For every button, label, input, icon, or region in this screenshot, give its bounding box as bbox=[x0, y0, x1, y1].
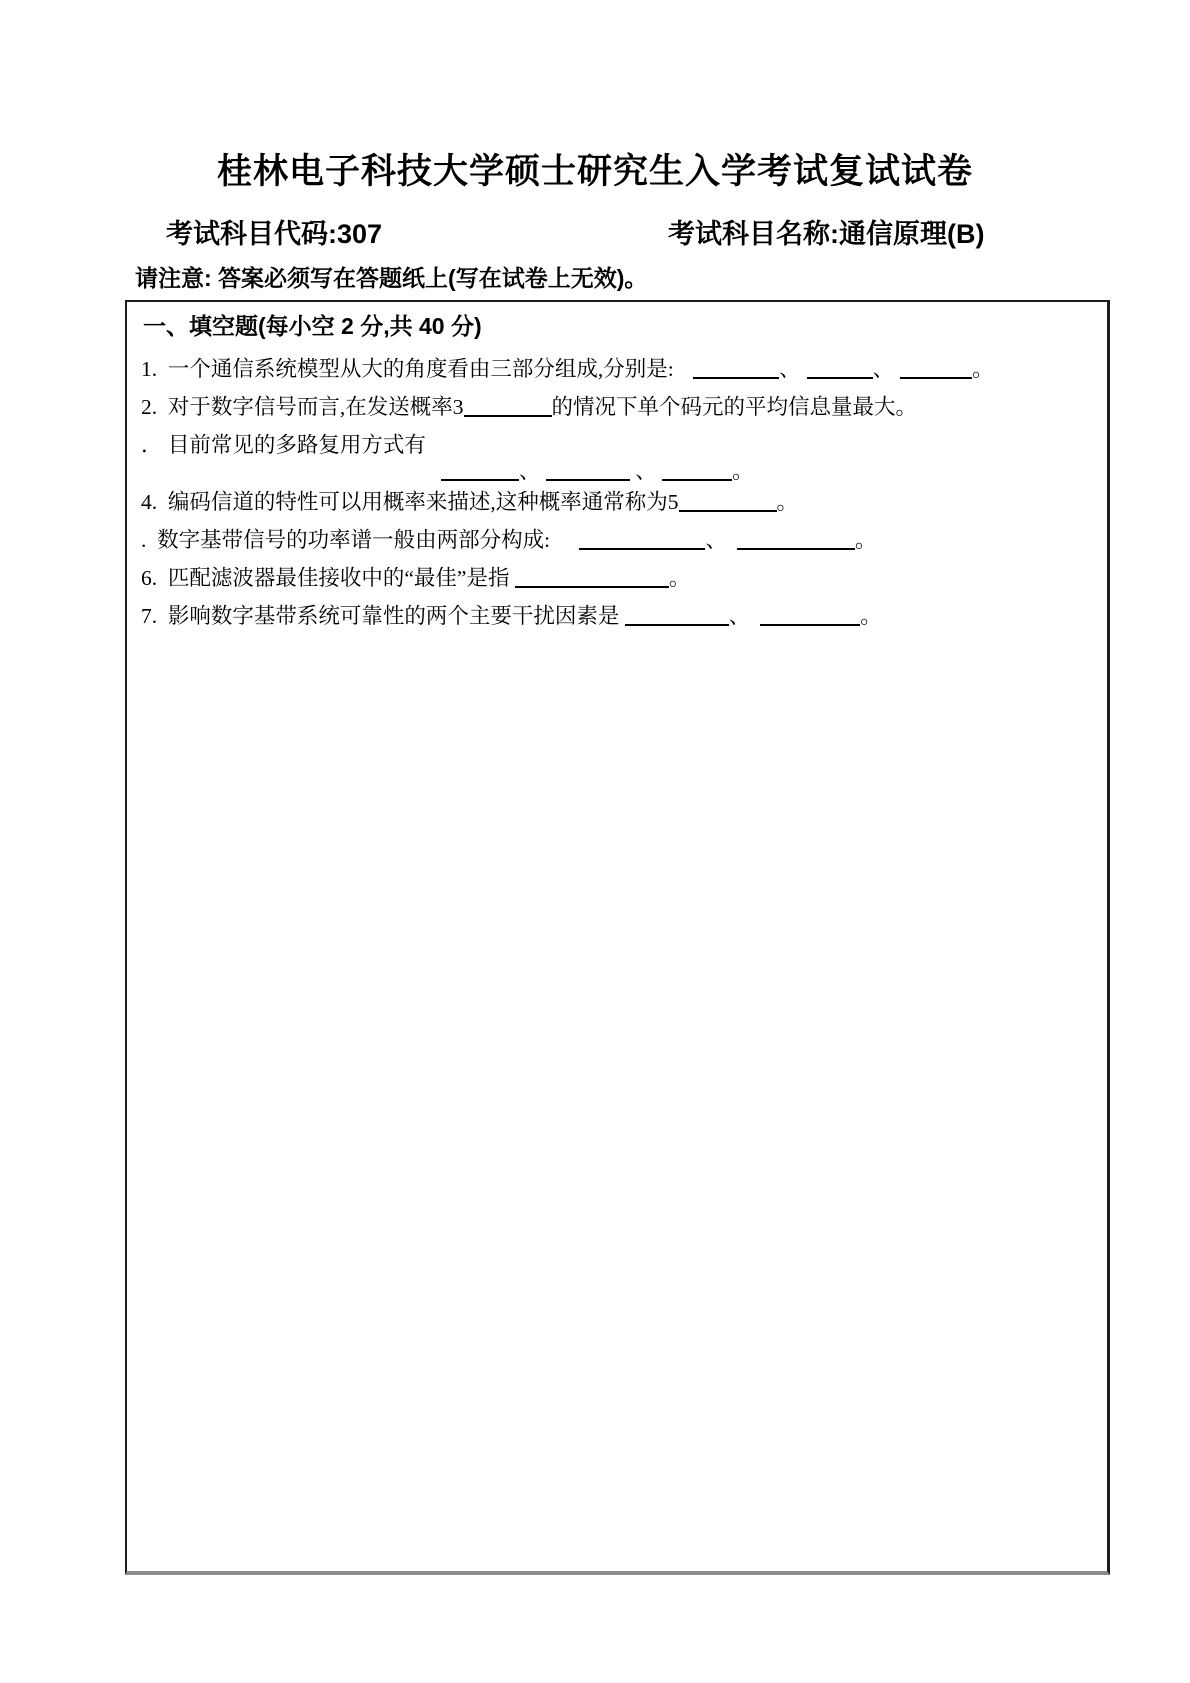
answer-blank bbox=[441, 462, 519, 481]
answer-blank bbox=[807, 360, 873, 379]
question-q5 bbox=[141, 527, 1093, 554]
answer-blank bbox=[579, 531, 705, 550]
question-text: 、 bbox=[872, 357, 895, 381]
question-text: ． 目前常见的多路复用方式有 bbox=[141, 433, 426, 457]
question-q2 bbox=[141, 394, 1093, 421]
question-text: 、 bbox=[728, 604, 751, 628]
question-text: . 数字基带信号的功率谱一般由两部分构成: bbox=[141, 528, 556, 552]
answer-blank bbox=[546, 462, 630, 481]
question-text: 2. 对于数字信号而言,在发送概率3 bbox=[141, 395, 464, 419]
question-text: 7. 影响数字基带系统可靠性的两个主要干扰因素是 bbox=[141, 604, 625, 628]
question-text: 、 bbox=[519, 459, 546, 483]
question-q7 bbox=[141, 603, 1093, 630]
question-text: 。 bbox=[732, 459, 754, 483]
question-text: 。 bbox=[776, 490, 799, 514]
questions-box bbox=[125, 300, 1110, 1575]
answer-blank bbox=[760, 607, 860, 626]
question-q6 bbox=[141, 565, 1093, 592]
question-text: 的情况下单个码元的平均信息量最大。 bbox=[551, 395, 918, 419]
question-text: 。 bbox=[855, 528, 877, 552]
answer-blank bbox=[625, 607, 729, 626]
answer-blank bbox=[900, 360, 972, 379]
question-text: 、 bbox=[779, 357, 801, 381]
question-text: 1. 一个通信系统模型从大的角度看由三部分组成,分别是: bbox=[141, 357, 680, 381]
answer-sheet-notice: 请注意: 答案必须写在答题纸上(写在试卷上无效)。 bbox=[135, 265, 648, 291]
answer-blank bbox=[679, 493, 777, 512]
question-text: 。 bbox=[668, 566, 691, 590]
spacer bbox=[679, 375, 693, 376]
question-list bbox=[141, 356, 1093, 630]
question-q4 bbox=[141, 489, 1093, 516]
question-text: 。 bbox=[860, 604, 882, 628]
spacer bbox=[750, 622, 760, 623]
subject-name-label: 考试科目名称:通信原理(B) bbox=[668, 219, 985, 249]
spacer bbox=[555, 546, 579, 547]
question-q1 bbox=[141, 356, 1093, 383]
answer-blank bbox=[464, 398, 552, 417]
question-line bbox=[141, 603, 1093, 630]
question-text: 6. 匹配滤波器最佳接收中的“最佳”是指 bbox=[141, 566, 515, 590]
page-title: 桂林电子科技大学硕士研究生入学考试复试试卷 bbox=[216, 152, 973, 191]
question-line bbox=[141, 489, 1093, 516]
question-text: 、 bbox=[705, 528, 727, 552]
answer-blank bbox=[737, 531, 855, 550]
spacer bbox=[141, 477, 441, 478]
answer-blank bbox=[662, 462, 732, 481]
question-text: 4. 编码信道的特性可以用概率来描述,这种概率通常称为5 bbox=[141, 490, 679, 514]
spacer bbox=[727, 546, 737, 547]
question-text: 、 bbox=[629, 459, 663, 483]
question-line bbox=[141, 565, 1093, 592]
question-line bbox=[141, 394, 1093, 421]
answer-blank bbox=[515, 569, 669, 588]
question-text: 。 bbox=[972, 357, 994, 381]
question-line bbox=[141, 432, 1093, 459]
question-line bbox=[141, 527, 1093, 554]
subject-code-label: 考试科目代码:307 bbox=[166, 219, 383, 249]
question-line bbox=[141, 459, 1093, 483]
question-q3 bbox=[141, 432, 1093, 483]
section-heading: 一、填空题(每小空 2 分,共 40 分) bbox=[143, 313, 482, 339]
question-line bbox=[141, 356, 1093, 383]
subject-info-row bbox=[0, 212, 1190, 248]
answer-blank bbox=[693, 360, 779, 379]
